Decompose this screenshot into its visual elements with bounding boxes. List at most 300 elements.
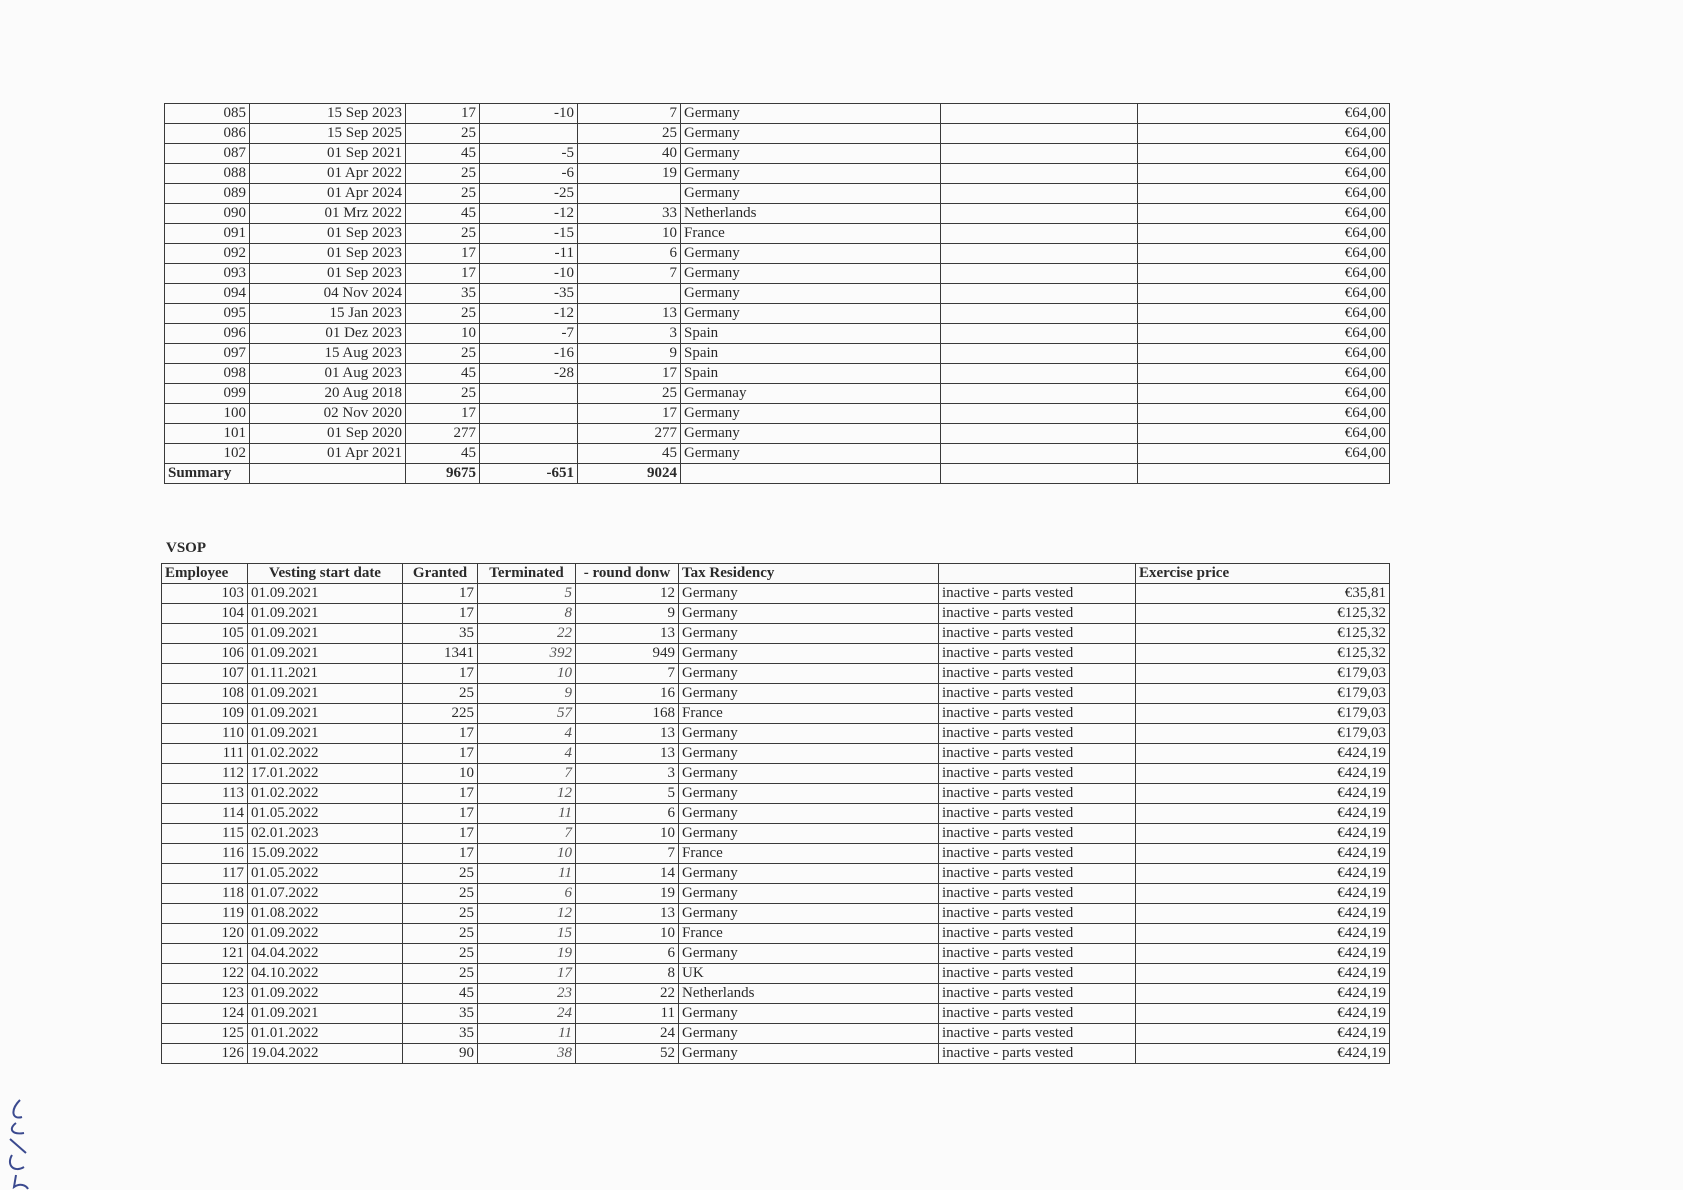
cell-employee-id: 086 [165, 124, 250, 144]
cell-tax-residency: Germany [681, 444, 941, 464]
cell-date: 01 Sep 2023 [250, 244, 406, 264]
cell-employee-id: 094 [165, 284, 250, 304]
table-row [165, 304, 1390, 324]
cell-granted: 35 [403, 1004, 478, 1024]
cell-granted: 25 [406, 304, 480, 324]
cell-net: 13 [576, 904, 679, 924]
table-row [165, 384, 1390, 404]
cell-tax-residency: Spain [681, 344, 941, 364]
cell-price: €424,19 [1136, 944, 1390, 964]
cell-date: 01.09.2021 [248, 704, 403, 724]
cell-price: €64,00 [1138, 124, 1390, 144]
table-row [165, 324, 1390, 344]
cell-status: inactive - parts vested [939, 644, 1136, 664]
cell-employee-id: 102 [165, 444, 250, 464]
cell-status: inactive - parts vested [939, 604, 1136, 624]
cell-status: inactive - parts vested [939, 904, 1136, 924]
summary-row [165, 464, 1390, 484]
cell-employee-id: 090 [165, 204, 250, 224]
table-row [165, 144, 1390, 164]
cell-terminated: 7 [478, 764, 576, 784]
table-row [162, 924, 1390, 944]
cell-date: 02.01.2023 [248, 824, 403, 844]
summary-net: 9024 [578, 464, 681, 484]
cell-employee-id: 108 [162, 684, 248, 704]
cell-net: 13 [576, 744, 679, 764]
cell-date: 01 Apr 2021 [250, 444, 406, 464]
cell-price: €64,00 [1138, 304, 1390, 324]
cell-terminated: 11 [478, 804, 576, 824]
cell-net [578, 184, 681, 204]
cell-date: 01.09.2022 [248, 924, 403, 944]
cell-price: €179,03 [1136, 704, 1390, 724]
cell-price: €64,00 [1138, 344, 1390, 364]
cell-net: 13 [576, 624, 679, 644]
cell-granted: 25 [403, 864, 478, 884]
cell-employee-id: 110 [162, 724, 248, 744]
cell-employee-id: 112 [162, 764, 248, 784]
cell-net: 10 [576, 924, 679, 944]
cell-net: 6 [578, 244, 681, 264]
cell-employee-id: 096 [165, 324, 250, 344]
cell-tax-residency: Germany [681, 104, 941, 124]
cell-price: €64,00 [1138, 224, 1390, 244]
table-row [165, 364, 1390, 384]
cell-net: 19 [576, 884, 679, 904]
table-row [162, 584, 1390, 604]
header-status [939, 564, 1136, 584]
cell-granted: 45 [406, 364, 480, 384]
cell-price: €125,32 [1136, 644, 1390, 664]
cell-status: inactive - parts vested [939, 1044, 1136, 1064]
cell-tax-residency: Germany [679, 944, 939, 964]
cell-terminated: 4 [478, 744, 576, 764]
cell-granted: 1341 [403, 644, 478, 664]
cell-net: 9 [578, 344, 681, 364]
cell-price: €424,19 [1136, 984, 1390, 1004]
cell-date: 01.07.2022 [248, 884, 403, 904]
table-row [165, 184, 1390, 204]
cell-status [941, 264, 1138, 284]
table-row [165, 224, 1390, 244]
cell-price: €424,19 [1136, 844, 1390, 864]
table-row [165, 264, 1390, 284]
cell-status: inactive - parts vested [939, 984, 1136, 1004]
cell-terminated [480, 424, 578, 444]
cell-terminated: -11 [480, 244, 578, 264]
cell-date: 01.09.2022 [248, 984, 403, 1004]
cell-tax-residency: Germany [679, 764, 939, 784]
cell-status: inactive - parts vested [939, 864, 1136, 884]
cell-status: inactive - parts vested [939, 664, 1136, 684]
table-row [165, 164, 1390, 184]
cell-net: 19 [578, 164, 681, 184]
cell-tax-residency: France [681, 224, 941, 244]
cell-tax-residency: Germany [679, 1004, 939, 1024]
cell-terminated: -15 [480, 224, 578, 244]
cell-date: 01.09.2021 [248, 724, 403, 744]
table-row [162, 724, 1390, 744]
cell-price: €64,00 [1138, 144, 1390, 164]
cell-granted: 45 [406, 144, 480, 164]
cell-granted: 25 [406, 224, 480, 244]
cell-tax-residency: Germany [681, 424, 941, 444]
cell-status [941, 404, 1138, 424]
cell-employee-id: 117 [162, 864, 248, 884]
table-row [162, 984, 1390, 1004]
header-round-down: - round donw [576, 564, 679, 584]
cell-granted: 17 [406, 264, 480, 284]
cell-price: €64,00 [1138, 204, 1390, 224]
cell-date: 01.09.2021 [248, 584, 403, 604]
cell-status [941, 164, 1138, 184]
cell-granted: 25 [406, 384, 480, 404]
cell-terminated: -10 [480, 104, 578, 124]
cell-terminated [480, 444, 578, 464]
cell-date: 01.09.2021 [248, 604, 403, 624]
cell-net: 11 [576, 1004, 679, 1024]
cell-price: €424,19 [1136, 1044, 1390, 1064]
cell-price: €64,00 [1138, 164, 1390, 184]
cell-status [941, 244, 1138, 264]
cell-granted: 25 [406, 164, 480, 184]
cell-date: 01 Sep 2020 [250, 424, 406, 444]
options-table-body [165, 104, 1390, 464]
cell-date: 01 Aug 2023 [250, 364, 406, 384]
cell-tax-residency: Spain [681, 364, 941, 384]
cell-terminated: 12 [478, 784, 576, 804]
cell-net [578, 284, 681, 304]
cell-status: inactive - parts vested [939, 804, 1136, 824]
cell-net: 3 [578, 324, 681, 344]
cell-status: inactive - parts vested [939, 624, 1136, 644]
cell-granted: 17 [403, 784, 478, 804]
cell-granted: 45 [406, 444, 480, 464]
table-row [162, 1044, 1390, 1064]
cell-terminated: 9 [478, 684, 576, 704]
cell-date: 01.09.2021 [248, 684, 403, 704]
cell-date: 15 Jan 2023 [250, 304, 406, 324]
cell-granted: 35 [406, 284, 480, 304]
cell-employee-id: 093 [165, 264, 250, 284]
table-row [165, 204, 1390, 224]
cell-tax-residency: France [679, 704, 939, 724]
cell-net: 33 [578, 204, 681, 224]
cell-price: €424,19 [1136, 884, 1390, 904]
cell-net: 25 [578, 124, 681, 144]
cell-price: €125,32 [1136, 624, 1390, 644]
cell-price: €64,00 [1138, 104, 1390, 124]
cell-date: 01.02.2022 [248, 784, 403, 804]
cell-terminated: 12 [478, 904, 576, 924]
cell-tax-residency: Germany [679, 804, 939, 824]
cell-status: inactive - parts vested [939, 784, 1136, 804]
cell-status [941, 424, 1138, 444]
cell-employee-id: 113 [162, 784, 248, 804]
cell-terminated [480, 384, 578, 404]
cell-employee-id: 120 [162, 924, 248, 944]
cell-tax-residency: Germany [679, 824, 939, 844]
cell-net: 45 [578, 444, 681, 464]
cell-employee-id: 123 [162, 984, 248, 1004]
vsop-table-body [162, 584, 1390, 1064]
table-row [162, 764, 1390, 784]
cell-granted: 25 [406, 184, 480, 204]
header-exercise-price: Exercise price [1136, 564, 1390, 584]
cell-granted: 25 [403, 964, 478, 984]
table-row [165, 284, 1390, 304]
cell-date: 04.04.2022 [248, 944, 403, 964]
cell-net: 7 [578, 264, 681, 284]
table-row [162, 884, 1390, 904]
cell-price: €424,19 [1136, 804, 1390, 824]
cell-status [941, 444, 1138, 464]
cell-date: 19.04.2022 [248, 1044, 403, 1064]
cell-tax-residency: Germany [679, 684, 939, 704]
cell-employee-id: 121 [162, 944, 248, 964]
cell-status [941, 224, 1138, 244]
cell-date: 01 Mrz 2022 [250, 204, 406, 224]
cell-status [941, 284, 1138, 304]
cell-status: inactive - parts vested [939, 824, 1136, 844]
cell-net: 13 [578, 304, 681, 324]
cell-tax-residency: Germany [681, 144, 941, 164]
cell-status [941, 204, 1138, 224]
cell-terminated: 392 [478, 644, 576, 664]
cell-tax-residency: Germany [681, 404, 941, 424]
cell-employee-id: 092 [165, 244, 250, 264]
cell-granted: 17 [403, 724, 478, 744]
cell-employee-id: 115 [162, 824, 248, 844]
cell-status: inactive - parts vested [939, 744, 1136, 764]
cell-employee-id: 109 [162, 704, 248, 724]
cell-granted: 35 [403, 1024, 478, 1044]
cell-status: inactive - parts vested [939, 844, 1136, 864]
cell-granted: 10 [406, 324, 480, 344]
table-row [162, 704, 1390, 724]
table-row [162, 1004, 1390, 1024]
cell-price: €64,00 [1138, 324, 1390, 344]
cell-date: 17.01.2022 [248, 764, 403, 784]
table-row [165, 344, 1390, 364]
cell-employee-id: 104 [162, 604, 248, 624]
cell-employee-id: 106 [162, 644, 248, 664]
cell-date: 01 Apr 2022 [250, 164, 406, 184]
cell-terminated: 15 [478, 924, 576, 944]
cell-date: 15.09.2022 [248, 844, 403, 864]
cell-tax-residency: Germany [681, 184, 941, 204]
cell-granted: 17 [403, 604, 478, 624]
cell-tax-residency: Germany [679, 1044, 939, 1064]
cell-net: 13 [576, 724, 679, 744]
cell-price: €179,03 [1136, 684, 1390, 704]
cell-tax-residency: Germany [679, 584, 939, 604]
cell-date: 01.09.2021 [248, 1004, 403, 1024]
cell-terminated: 6 [478, 884, 576, 904]
cell-tax-residency: Germany [679, 1024, 939, 1044]
cell-terminated: -16 [480, 344, 578, 364]
cell-terminated: 10 [478, 844, 576, 864]
cell-granted: 35 [403, 624, 478, 644]
cell-granted: 25 [403, 944, 478, 964]
table-row [165, 444, 1390, 464]
cell-tax-residency: Spain [681, 324, 941, 344]
cell-tax-residency: Germany [679, 644, 939, 664]
cell-status: inactive - parts vested [939, 944, 1136, 964]
cell-date: 01.02.2022 [248, 744, 403, 764]
cell-status: inactive - parts vested [939, 1004, 1136, 1024]
cell-net: 7 [576, 844, 679, 864]
cell-price: €64,00 [1138, 264, 1390, 284]
cell-terminated: 11 [478, 864, 576, 884]
cell-status [941, 144, 1138, 164]
cell-employee-id: 087 [165, 144, 250, 164]
cell-terminated: 57 [478, 704, 576, 724]
cell-price: €64,00 [1138, 404, 1390, 424]
cell-tax-residency: Germany [681, 244, 941, 264]
table-row [162, 944, 1390, 964]
cell-net: 24 [576, 1024, 679, 1044]
cell-price: €64,00 [1138, 184, 1390, 204]
cell-terminated: 17 [478, 964, 576, 984]
cell-tax-residency: Germany [679, 744, 939, 764]
cell-employee-id: 101 [165, 424, 250, 444]
cell-price: €424,19 [1136, 744, 1390, 764]
cell-net: 17 [578, 364, 681, 384]
cell-net: 7 [576, 664, 679, 684]
cell-status [941, 184, 1138, 204]
header-vesting-start: Vesting start date [248, 564, 403, 584]
cell-tax-residency: Netherlands [679, 984, 939, 1004]
table-row [165, 124, 1390, 144]
table-row [165, 424, 1390, 444]
cell-date: 01 Dez 2023 [250, 324, 406, 344]
table-row [162, 624, 1390, 644]
options-table [164, 103, 1390, 484]
cell-tax-residency: Germany [679, 724, 939, 744]
header-granted: Granted [403, 564, 478, 584]
cell-price: €179,03 [1136, 724, 1390, 744]
header-tax-residency: Tax Residency [679, 564, 939, 584]
cell-net: 25 [578, 384, 681, 404]
cell-status [941, 384, 1138, 404]
cell-terminated: -25 [480, 184, 578, 204]
cell-granted: 25 [403, 884, 478, 904]
cell-price: €125,32 [1136, 604, 1390, 624]
cell-date: 15 Sep 2025 [250, 124, 406, 144]
cell-status: inactive - parts vested [939, 964, 1136, 984]
table-row [165, 244, 1390, 264]
cell-net: 6 [576, 944, 679, 964]
cell-employee-id: 089 [165, 184, 250, 204]
cell-status [941, 364, 1138, 384]
cell-date: 01.05.2022 [248, 804, 403, 824]
summary-terminated: -651 [480, 464, 578, 484]
cell-date: 02 Nov 2020 [250, 404, 406, 424]
cell-net: 8 [576, 964, 679, 984]
cell-status [941, 124, 1138, 144]
cell-price: €35,81 [1136, 584, 1390, 604]
cell-employee-id: 116 [162, 844, 248, 864]
cell-employee-id: 107 [162, 664, 248, 684]
cell-price: €424,19 [1136, 964, 1390, 984]
cell-status: inactive - parts vested [939, 924, 1136, 944]
cell-price: €64,00 [1138, 384, 1390, 404]
cell-granted: 25 [403, 924, 478, 944]
cell-terminated: -35 [480, 284, 578, 304]
cell-employee-id: 105 [162, 624, 248, 644]
table-row [162, 864, 1390, 884]
cell-net: 17 [578, 404, 681, 424]
cell-employee-id: 119 [162, 904, 248, 924]
cell-employee-id: 122 [162, 964, 248, 984]
cell-net: 7 [578, 104, 681, 124]
cell-employee-id: 091 [165, 224, 250, 244]
cell-terminated: -12 [480, 304, 578, 324]
cell-date: 01.01.2022 [248, 1024, 403, 1044]
table-row [162, 684, 1390, 704]
cell-net: 14 [576, 864, 679, 884]
cell-tax-residency: Germanay [681, 384, 941, 404]
cell-employee-id: 098 [165, 364, 250, 384]
cell-granted: 17 [403, 844, 478, 864]
cell-terminated: 4 [478, 724, 576, 744]
cell-price: €179,03 [1136, 664, 1390, 684]
cell-tax-residency: Germany [681, 264, 941, 284]
cell-status: inactive - parts vested [939, 724, 1136, 744]
cell-employee-id: 114 [162, 804, 248, 824]
cell-tax-residency: France [679, 924, 939, 944]
cell-tax-residency: Netherlands [681, 204, 941, 224]
cell-terminated: -28 [480, 364, 578, 384]
table-row [162, 604, 1390, 624]
cell-price: €424,19 [1136, 824, 1390, 844]
table-row [162, 904, 1390, 924]
cell-tax-residency: Germany [679, 784, 939, 804]
cell-net: 9 [576, 604, 679, 624]
cell-price: €424,19 [1136, 924, 1390, 944]
cell-price: €64,00 [1138, 444, 1390, 464]
cell-terminated [480, 124, 578, 144]
cell-granted: 277 [406, 424, 480, 444]
cell-terminated: 7 [478, 824, 576, 844]
cell-net: 16 [576, 684, 679, 704]
cell-net: 10 [576, 824, 679, 844]
cell-date: 20 Aug 2018 [250, 384, 406, 404]
cell-date: 15 Aug 2023 [250, 344, 406, 364]
cell-price: €424,19 [1136, 1004, 1390, 1024]
cell-employee-id: 103 [162, 584, 248, 604]
cell-price: €64,00 [1138, 244, 1390, 264]
cell-tax-residency: Germany [681, 284, 941, 304]
table-row [162, 964, 1390, 984]
cell-terminated: 38 [478, 1044, 576, 1064]
cell-terminated: 8 [478, 604, 576, 624]
cell-terminated: 10 [478, 664, 576, 684]
cell-tax-residency: UK [679, 964, 939, 984]
table-row [162, 844, 1390, 864]
cell-terminated: -10 [480, 264, 578, 284]
cell-terminated: -6 [480, 164, 578, 184]
cell-tax-residency: Germany [681, 124, 941, 144]
cell-terminated: 5 [478, 584, 576, 604]
header-employee: Employee [162, 564, 248, 584]
cell-granted: 17 [406, 104, 480, 124]
cell-date: 01.05.2022 [248, 864, 403, 884]
cell-employee-id: 088 [165, 164, 250, 184]
cell-date: 01.09.2021 [248, 624, 403, 644]
cell-terminated: 24 [478, 1004, 576, 1024]
